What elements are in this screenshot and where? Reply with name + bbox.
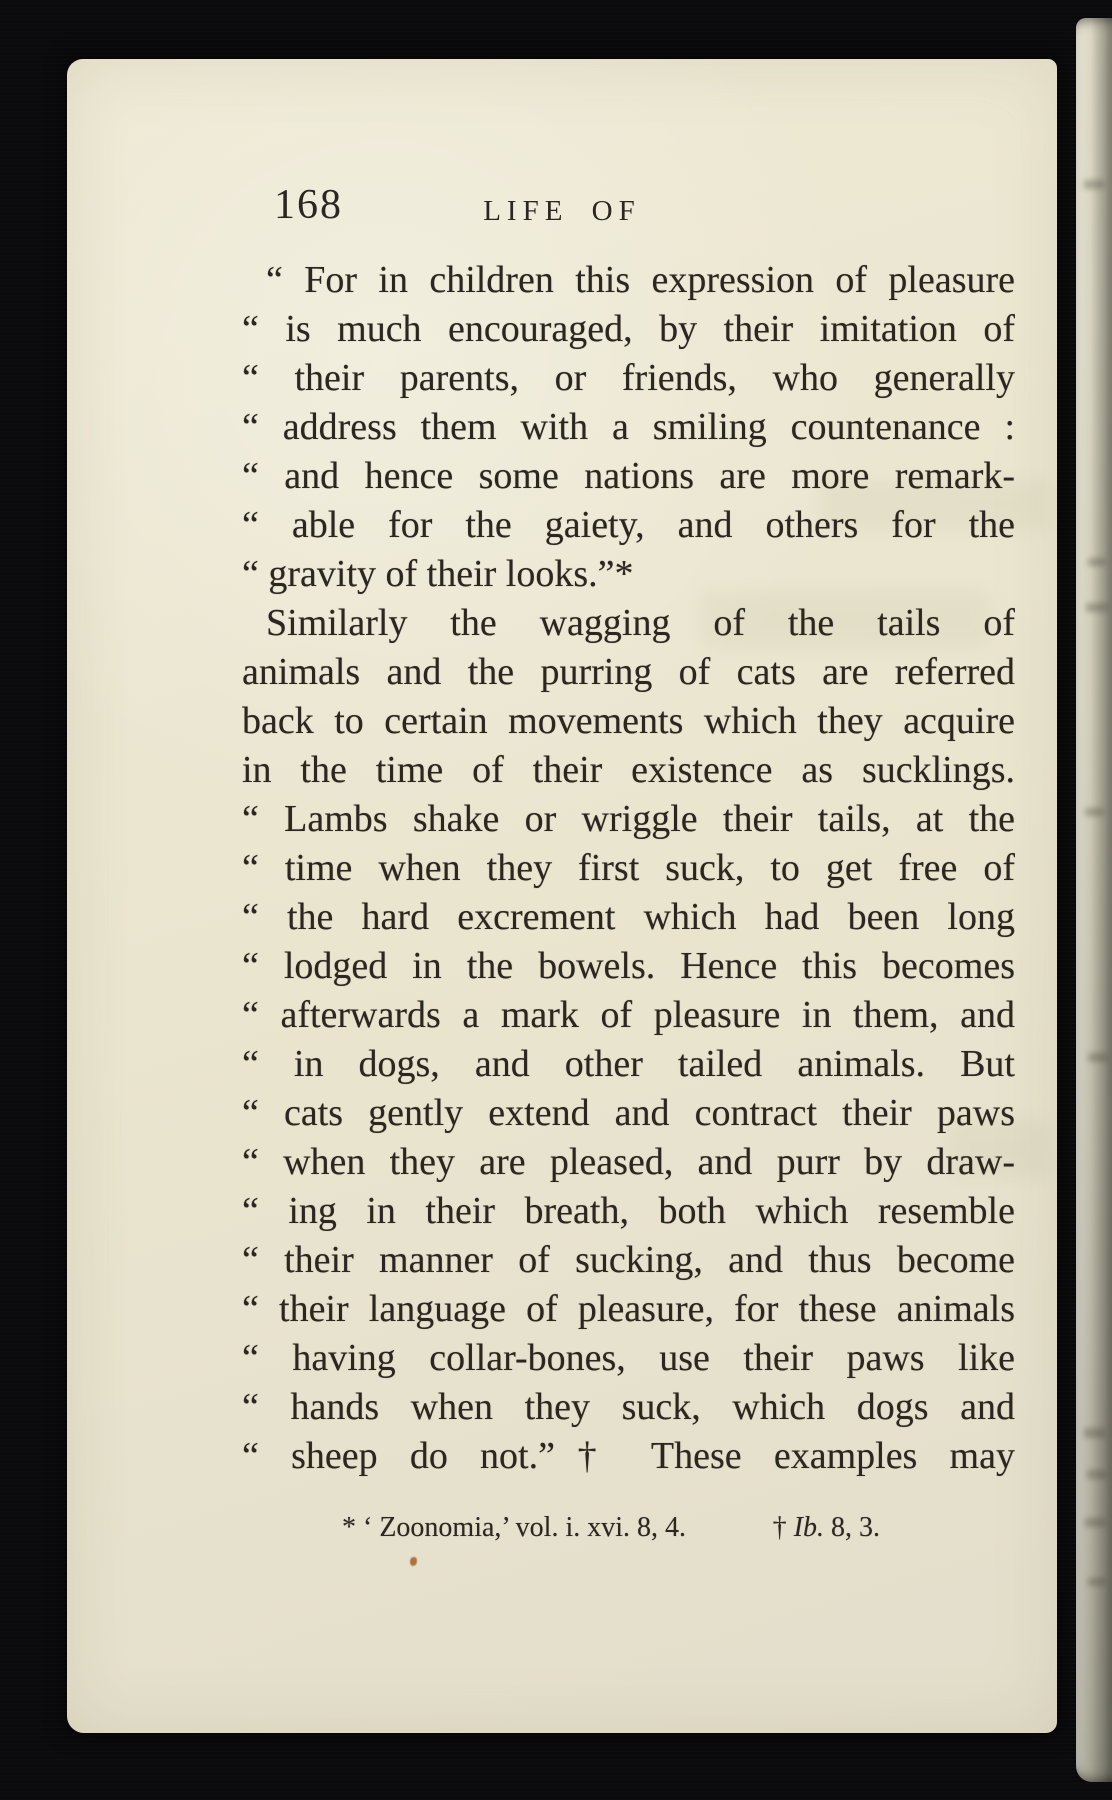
text-line: “ is much encouraged, by their imitation of xyxy=(242,308,1015,350)
text-line: in the time of their existence as sucklings. xyxy=(242,749,1015,791)
text-line: “ in dogs, and other tailed animals. But xyxy=(242,1043,1015,1085)
text-line: “ their language of pleasure, for these animals xyxy=(242,1288,1015,1330)
text-line: “ lodged in the bowels. Hence this becomes xyxy=(242,945,1015,987)
book-fore-edge xyxy=(1076,18,1112,1782)
edge-smudge xyxy=(1088,1578,1106,1586)
text-line: “ when they are pleased, and purr by draw- xyxy=(242,1141,1015,1183)
edge-smudge xyxy=(1085,808,1104,816)
text-line: “ afterwards a mark of pleasure in them, and xyxy=(242,994,1015,1036)
footnote-marker-dagger: † xyxy=(772,1512,787,1543)
text-line: “ their manner of sucking, and thus become xyxy=(242,1239,1015,1281)
text-line: “ For in children this expression of pleasure xyxy=(266,259,1015,301)
text-line: “ ing in their breath, both which resemble xyxy=(242,1190,1015,1232)
footnote-source-abbr: Ib. xyxy=(793,1512,824,1543)
text-line: “ cats gently extend and contract their paws xyxy=(242,1092,1015,1134)
footnote-row xyxy=(242,1511,1015,1545)
footnote-zoonomia xyxy=(342,1511,686,1545)
body-text xyxy=(242,256,1015,1481)
text-line: “ gravity of their looks.”* xyxy=(242,553,634,595)
text-line: “ time when they first suck, to get free of xyxy=(242,847,1015,889)
edge-smudge xyxy=(1085,1518,1106,1527)
footnote-text: ‘ Zoonomia,’ vol. i. xvi. 8, 4. xyxy=(363,1512,686,1543)
text-line: “ hands when they suck, which dogs and xyxy=(242,1386,1015,1428)
text-line: back to certain movements which they acquire xyxy=(242,700,1015,742)
text-line: animals and the purring of cats are referred xyxy=(242,651,1015,693)
text-line: “ having collar-bones, use their paws like xyxy=(242,1337,1015,1379)
page-number: 168 xyxy=(274,182,343,228)
text-line: “ the hard excrement which had been long xyxy=(242,896,1015,938)
footnote-ibid xyxy=(773,1511,880,1545)
edge-smudge xyxy=(1088,558,1106,566)
paper-speck xyxy=(410,1557,417,1566)
text-line: “ Lambs shake or wriggle their tails, at the xyxy=(242,798,1015,840)
text-line: “ able for the gaiety, and others for the xyxy=(242,504,1015,546)
text-line: Similarly the wagging of the tails of xyxy=(266,602,1015,644)
text-line: “ address them with a smiling countenance : xyxy=(242,406,1015,448)
text-line: “ and hence some nations are more remark- xyxy=(242,455,1015,497)
edge-smudge xyxy=(1087,1470,1107,1479)
book-page xyxy=(67,59,1057,1733)
footnote-marker-asterisk: * xyxy=(342,1512,356,1543)
edge-smudge xyxy=(1084,180,1104,189)
edge-smudge xyxy=(1084,1428,1106,1438)
running-header: LIFE OF xyxy=(483,195,641,227)
text-line: “ their parents, or friends, who generally xyxy=(242,357,1015,399)
text-line: “ sheep do not.”† These examples may xyxy=(242,1435,1015,1477)
footnote-ref: 8, 3. xyxy=(831,1512,880,1543)
edge-smudge xyxy=(1086,603,1108,612)
edge-smudge xyxy=(1088,1053,1108,1062)
